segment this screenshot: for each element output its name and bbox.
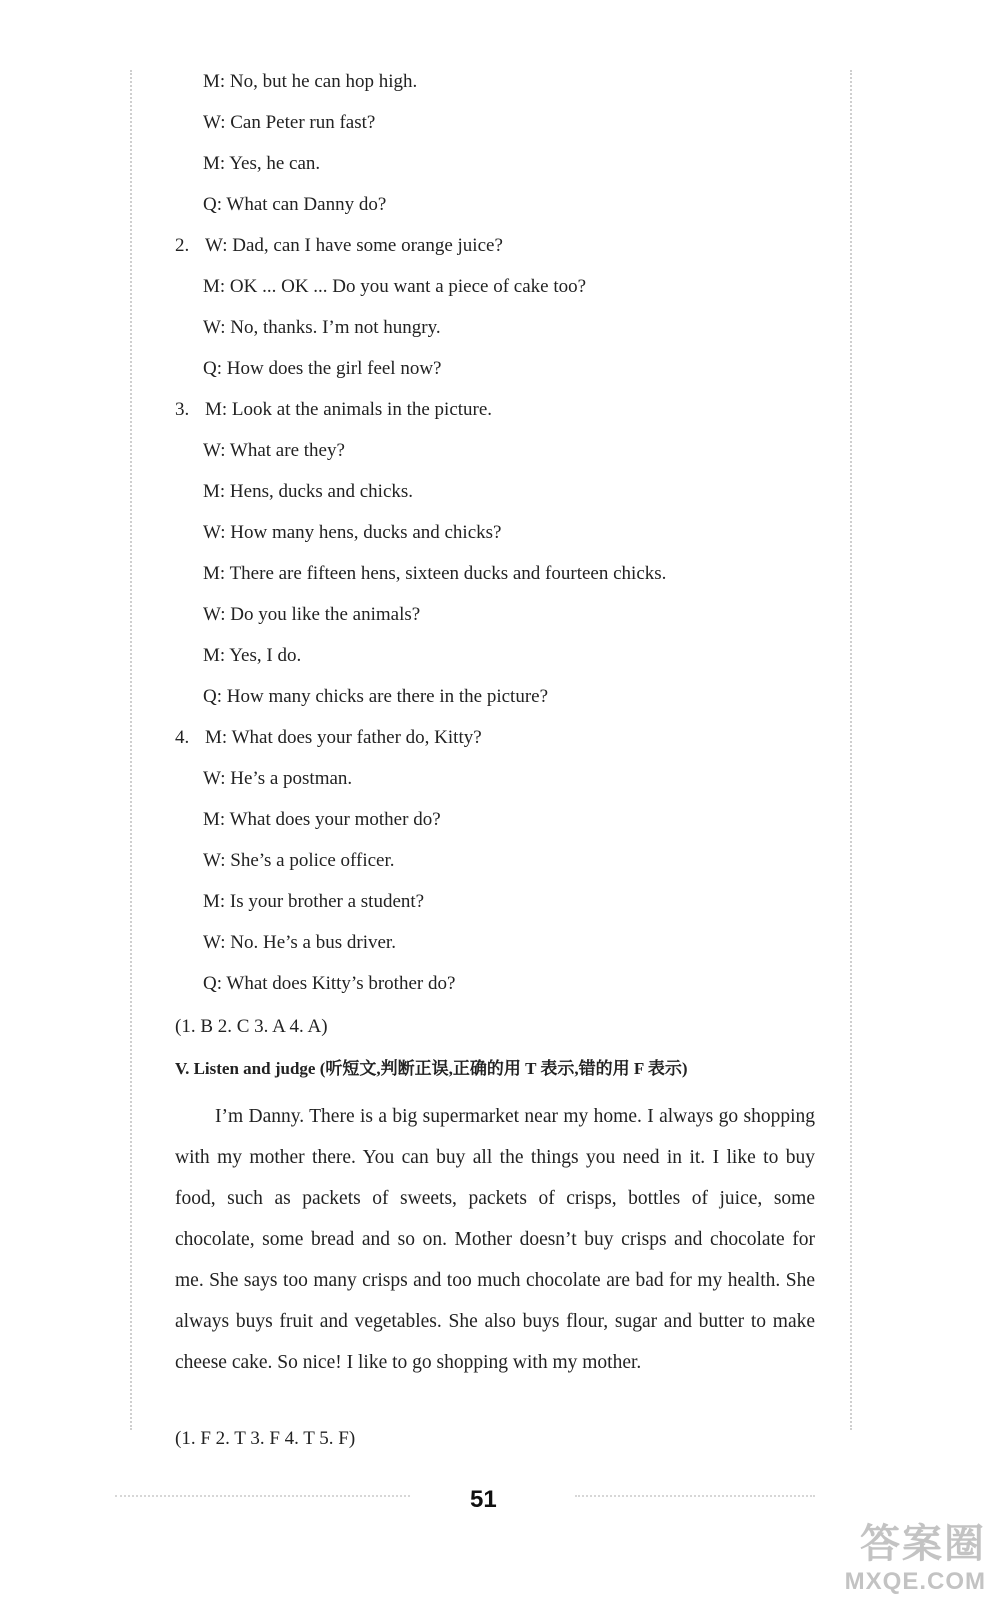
dialogue-line [203,275,586,299]
watermark-top-text: 答案圈 [860,1522,986,1566]
watermark-bottom-text: MXQE.COM [844,1568,986,1595]
dialogue-line [203,111,375,135]
watermark-logo [810,1512,990,1598]
dialogue-line [203,890,424,914]
dialogue-line [175,234,503,258]
dialogue-text: Q: What can Danny do? [203,194,387,215]
dialogue-text: W: Do you like the animals? [203,604,421,625]
dialogue-line [203,316,441,340]
dialogue-line [203,849,395,873]
dialogue-text: W: Dad, can I have some orange juice? [205,235,503,256]
dialogue-text: W: She’s a police officer. [203,850,395,871]
question-number: 2. [175,235,190,256]
dialogue-text: W: How many hens, ducks and chicks? [203,522,502,543]
dialogue-text: M: Yes, he can. [203,153,321,174]
dialogue-text: M: What does your father do, Kitty? [205,727,482,748]
dialogue-line [203,357,442,381]
page-number: 51 [470,1486,497,1513]
dialogue-text: M: Is your brother a student? [203,891,425,912]
section-v-heading: V. Listen and judge (听短文,判断正误,正确的用 T 表示,错的用 F 表示) [175,1059,688,1078]
dialogue-line [203,480,413,504]
dialogue-text: Q: What does Kitty’s brother do? [203,973,456,994]
dialogue-text: Q: How many chicks are there in the picture? [203,686,549,707]
dialogue-text: M: There are fifteen hens, sixteen ducks and fourteen chicks. [203,563,667,584]
dialogue-text: W: No, thanks. I’m not hungry. [203,317,441,338]
dialogue-line [203,767,352,791]
dialogue-line [175,398,492,422]
right-margin-dotted-line [850,70,852,1430]
dialogue-line [175,726,482,750]
footer-rule-left [115,1495,410,1497]
dialogue-text: W: He’s a postman. [203,768,353,789]
dialogue-line [203,808,441,832]
dialogue-line [203,70,417,94]
dialogue-line [203,193,386,217]
dialogue-text: Q: How does the girl feel now? [203,358,442,379]
dialogue-line [203,521,501,545]
answer-key-1: (1. B 2. C 3. A 4. A) [175,1016,328,1037]
question-number: 4. [175,727,190,748]
dialogue-line [203,644,301,668]
dialogue-text: W: Can Peter run fast? [203,112,376,133]
dialogue-line [203,685,548,709]
dialogue-text: M: Look at the animals in the picture. [205,399,493,420]
dialogue-text: M: No, but he can hop high. [203,71,418,92]
question-number: 3. [175,399,190,420]
dialogue-text: M: Hens, ducks and chicks. [203,481,414,502]
dialogue-line [203,931,396,955]
left-margin-dotted-line [130,70,132,1430]
dialogue-text: M: What does your mother do? [203,809,441,830]
dialogue-text: W: What are they? [203,440,345,461]
answer-key-2: (1. F 2. T 3. F 4. T 5. F) [175,1428,356,1449]
dialogue-line [203,972,455,996]
dialogue-text: M: Yes, I do. [203,645,302,666]
dialogue-line [203,603,420,627]
dialogue-text: W: No. He’s a bus driver. [203,932,396,953]
dialogue-line [203,562,666,586]
dialogue-line [203,152,320,176]
listening-passage: I’m Danny. There is a big supermarket near my home. I always go shopping with my mother there. You can buy all the things you need in it. I like to buy food, such as packets of sweets, packets of crisps, bottles of juice, some chocolate, some bread and so on. Mother doesn’t buy crisps and chocolate for me. She says too many crisps and too much chocolate are bad for my health. She always buys fruit and vegetables. She also buys flour, sugar and butter to make cheese cake. So nice! I like to go shopping with my mother. [175,1106,815,1373]
footer-rule-right [575,1495,815,1497]
dialogue-text: M: OK ... OK ... Do you want a piece of cake too? [203,276,587,297]
dialogue-line [203,439,345,463]
